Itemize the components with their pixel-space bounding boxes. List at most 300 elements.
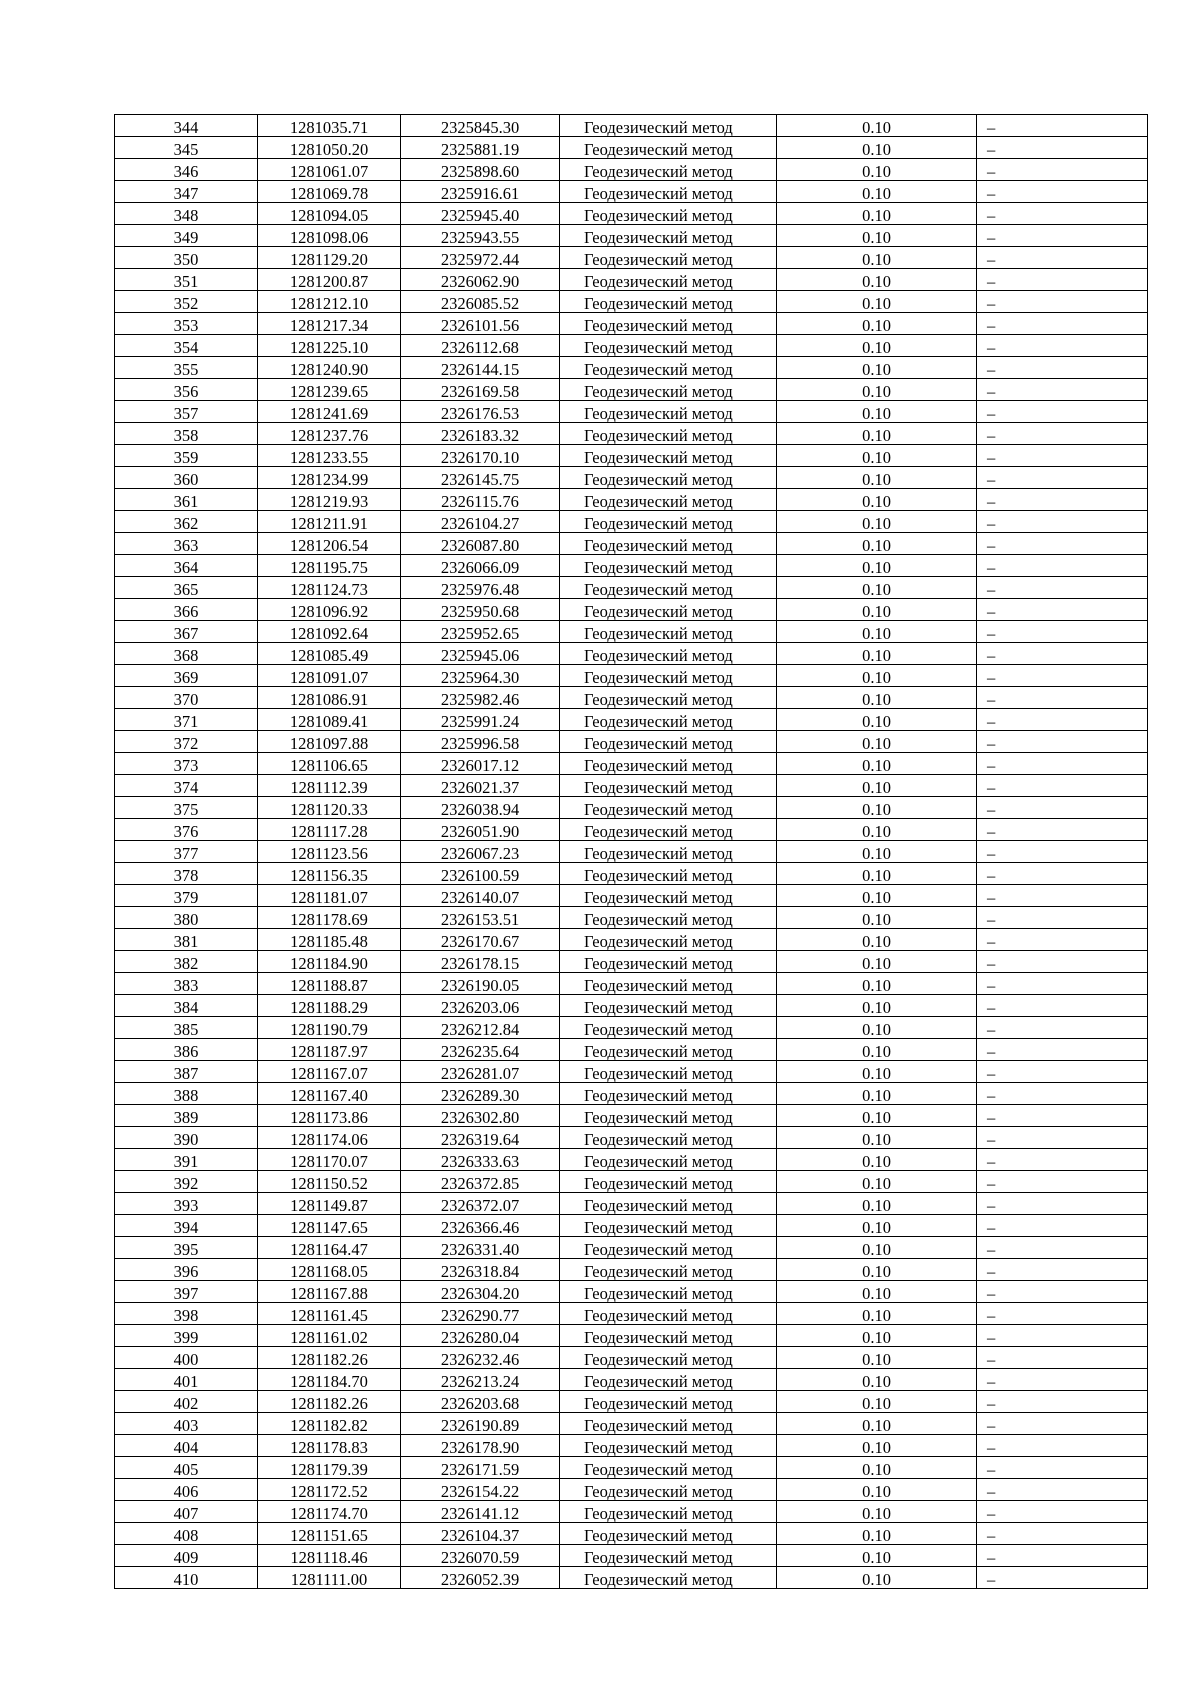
x-coordinate-cell: 1281098.06 [258, 225, 401, 247]
y-coordinate-cell: 2326372.85 [401, 1171, 560, 1193]
point-number-cell: 391 [115, 1149, 258, 1171]
table-row [115, 731, 1148, 753]
point-number-cell: 372 [115, 731, 258, 753]
table-row [115, 1391, 1148, 1413]
accuracy-cell: 0.10 [777, 1237, 977, 1259]
method-cell: Геодезический метод [560, 115, 777, 137]
y-coordinate-cell: 2325950.68 [401, 599, 560, 621]
x-coordinate-cell: 1281167.40 [258, 1083, 401, 1105]
y-coordinate-cell: 2326176.53 [401, 401, 560, 423]
method-cell: Геодезический метод [560, 1523, 777, 1545]
table-row [115, 665, 1148, 687]
y-coordinate-cell: 2326052.39 [401, 1567, 560, 1589]
table-row [115, 1193, 1148, 1215]
note-cell: – [977, 489, 1148, 511]
note-cell: – [977, 1083, 1148, 1105]
point-number-cell: 401 [115, 1369, 258, 1391]
method-cell: Геодезический метод [560, 357, 777, 379]
x-coordinate-cell: 1281069.78 [258, 181, 401, 203]
point-number-cell: 352 [115, 291, 258, 313]
x-coordinate-cell: 1281161.45 [258, 1303, 401, 1325]
note-cell: – [977, 885, 1148, 907]
y-coordinate-cell: 2325972.44 [401, 247, 560, 269]
point-number-cell: 392 [115, 1171, 258, 1193]
note-cell: – [977, 247, 1148, 269]
accuracy-cell: 0.10 [777, 511, 977, 533]
note-cell: – [977, 555, 1148, 577]
x-coordinate-cell: 1281172.52 [258, 1479, 401, 1501]
table-row [115, 599, 1148, 621]
x-coordinate-cell: 1281206.54 [258, 533, 401, 555]
note-cell: – [977, 1193, 1148, 1215]
point-number-cell: 409 [115, 1545, 258, 1567]
point-number-cell: 381 [115, 929, 258, 951]
coordinates-table [114, 114, 1148, 1589]
table-row [115, 1259, 1148, 1281]
x-coordinate-cell: 1281211.91 [258, 511, 401, 533]
accuracy-cell: 0.10 [777, 1369, 977, 1391]
note-cell: – [977, 357, 1148, 379]
note-cell: – [977, 863, 1148, 885]
y-coordinate-cell: 2325943.55 [401, 225, 560, 247]
y-coordinate-cell: 2326170.10 [401, 445, 560, 467]
note-cell: – [977, 379, 1148, 401]
table-row [115, 797, 1148, 819]
table-row [115, 489, 1148, 511]
accuracy-cell: 0.10 [777, 973, 977, 995]
note-cell: – [977, 445, 1148, 467]
y-coordinate-cell: 2326104.37 [401, 1523, 560, 1545]
accuracy-cell: 0.10 [777, 643, 977, 665]
point-number-cell: 394 [115, 1215, 258, 1237]
y-coordinate-cell: 2326145.75 [401, 467, 560, 489]
accuracy-cell: 0.10 [777, 445, 977, 467]
note-cell: – [977, 1237, 1148, 1259]
accuracy-cell: 0.10 [777, 1435, 977, 1457]
note-cell: – [977, 1149, 1148, 1171]
accuracy-cell: 0.10 [777, 115, 977, 137]
x-coordinate-cell: 1281188.29 [258, 995, 401, 1017]
table-row [115, 1303, 1148, 1325]
x-coordinate-cell: 1281112.39 [258, 775, 401, 797]
note-cell: – [977, 995, 1148, 1017]
method-cell: Геодезический метод [560, 203, 777, 225]
note-cell: – [977, 467, 1148, 489]
y-coordinate-cell: 2325976.48 [401, 577, 560, 599]
method-cell: Геодезический метод [560, 489, 777, 511]
x-coordinate-cell: 1281085.49 [258, 643, 401, 665]
method-cell: Геодезический метод [560, 1545, 777, 1567]
method-cell: Геодезический метод [560, 709, 777, 731]
table-row [115, 1479, 1148, 1501]
x-coordinate-cell: 1281096.92 [258, 599, 401, 621]
method-cell: Геодезический метод [560, 1281, 777, 1303]
accuracy-cell: 0.10 [777, 1105, 977, 1127]
table-row [115, 1501, 1148, 1523]
table-row [115, 1105, 1148, 1127]
accuracy-cell: 0.10 [777, 181, 977, 203]
note-cell: – [977, 181, 1148, 203]
method-cell: Геодезический метод [560, 379, 777, 401]
y-coordinate-cell: 2326333.63 [401, 1149, 560, 1171]
accuracy-cell: 0.10 [777, 555, 977, 577]
table-row [115, 1171, 1148, 1193]
method-cell: Геодезический метод [560, 1479, 777, 1501]
point-number-cell: 377 [115, 841, 258, 863]
table-row [115, 951, 1148, 973]
x-coordinate-cell: 1281094.05 [258, 203, 401, 225]
table-row [115, 555, 1148, 577]
y-coordinate-cell: 2326066.09 [401, 555, 560, 577]
method-cell: Геодезический метод [560, 159, 777, 181]
method-cell: Геодезический метод [560, 995, 777, 1017]
accuracy-cell: 0.10 [777, 577, 977, 599]
table-row [115, 159, 1148, 181]
x-coordinate-cell: 1281174.70 [258, 1501, 401, 1523]
table-row [115, 467, 1148, 489]
table-row [115, 973, 1148, 995]
accuracy-cell: 0.10 [777, 1171, 977, 1193]
note-cell: – [977, 621, 1148, 643]
x-coordinate-cell: 1281234.99 [258, 467, 401, 489]
method-cell: Геодезический метод [560, 885, 777, 907]
note-cell: – [977, 1413, 1148, 1435]
note-cell: – [977, 643, 1148, 665]
note-cell: – [977, 159, 1148, 181]
y-coordinate-cell: 2326144.15 [401, 357, 560, 379]
accuracy-cell: 0.10 [777, 841, 977, 863]
method-cell: Геодезический метод [560, 1259, 777, 1281]
note-cell: – [977, 1545, 1148, 1567]
y-coordinate-cell: 2326190.05 [401, 973, 560, 995]
accuracy-cell: 0.10 [777, 621, 977, 643]
accuracy-cell: 0.10 [777, 379, 977, 401]
point-number-cell: 347 [115, 181, 258, 203]
method-cell: Геодезический метод [560, 907, 777, 929]
note-cell: – [977, 1369, 1148, 1391]
accuracy-cell: 0.10 [777, 291, 977, 313]
method-cell: Геодезический метод [560, 291, 777, 313]
accuracy-cell: 0.10 [777, 599, 977, 621]
note-cell: – [977, 665, 1148, 687]
point-number-cell: 408 [115, 1523, 258, 1545]
y-coordinate-cell: 2326087.80 [401, 533, 560, 555]
note-cell: – [977, 907, 1148, 929]
table-row [115, 181, 1148, 203]
method-cell: Геодезический метод [560, 1061, 777, 1083]
point-number-cell: 407 [115, 1501, 258, 1523]
point-number-cell: 360 [115, 467, 258, 489]
point-number-cell: 390 [115, 1127, 258, 1149]
x-coordinate-cell: 1281237.76 [258, 423, 401, 445]
table-row [115, 1215, 1148, 1237]
accuracy-cell: 0.10 [777, 357, 977, 379]
method-cell: Геодезический метод [560, 731, 777, 753]
note-cell: – [977, 401, 1148, 423]
table-row [115, 269, 1148, 291]
method-cell: Геодезический метод [560, 951, 777, 973]
point-number-cell: 362 [115, 511, 258, 533]
accuracy-cell: 0.10 [777, 203, 977, 225]
note-cell: – [977, 335, 1148, 357]
accuracy-cell: 0.10 [777, 687, 977, 709]
y-coordinate-cell: 2326038.94 [401, 797, 560, 819]
y-coordinate-cell: 2325881.19 [401, 137, 560, 159]
table-row [115, 1545, 1148, 1567]
accuracy-cell: 0.10 [777, 269, 977, 291]
method-cell: Геодезический метод [560, 137, 777, 159]
table-row [115, 401, 1148, 423]
table-row [115, 1325, 1148, 1347]
point-number-cell: 351 [115, 269, 258, 291]
point-number-cell: 397 [115, 1281, 258, 1303]
point-number-cell: 371 [115, 709, 258, 731]
method-cell: Геодезический метод [560, 533, 777, 555]
note-cell: – [977, 797, 1148, 819]
accuracy-cell: 0.10 [777, 951, 977, 973]
x-coordinate-cell: 1281086.91 [258, 687, 401, 709]
point-number-cell: 345 [115, 137, 258, 159]
method-cell: Геодезический метод [560, 1325, 777, 1347]
x-coordinate-cell: 1281149.87 [258, 1193, 401, 1215]
method-cell: Геодезический метод [560, 643, 777, 665]
x-coordinate-cell: 1281181.07 [258, 885, 401, 907]
point-number-cell: 393 [115, 1193, 258, 1215]
y-coordinate-cell: 2326141.12 [401, 1501, 560, 1523]
y-coordinate-cell: 2326366.46 [401, 1215, 560, 1237]
x-coordinate-cell: 1281178.83 [258, 1435, 401, 1457]
point-number-cell: 359 [115, 445, 258, 467]
x-coordinate-cell: 1281239.65 [258, 379, 401, 401]
y-coordinate-cell: 2326017.12 [401, 753, 560, 775]
y-coordinate-cell: 2326085.52 [401, 291, 560, 313]
accuracy-cell: 0.10 [777, 313, 977, 335]
y-coordinate-cell: 2326302.80 [401, 1105, 560, 1127]
note-cell: – [977, 841, 1148, 863]
point-number-cell: 354 [115, 335, 258, 357]
method-cell: Геодезический метод [560, 775, 777, 797]
note-cell: – [977, 511, 1148, 533]
note-cell: – [977, 1457, 1148, 1479]
table-row [115, 1369, 1148, 1391]
method-cell: Геодезический метод [560, 335, 777, 357]
y-coordinate-cell: 2326190.89 [401, 1413, 560, 1435]
point-number-cell: 346 [115, 159, 258, 181]
method-cell: Геодезический метод [560, 973, 777, 995]
table-row [115, 137, 1148, 159]
accuracy-cell: 0.10 [777, 1127, 977, 1149]
point-number-cell: 350 [115, 247, 258, 269]
note-cell: – [977, 1347, 1148, 1369]
y-coordinate-cell: 2326169.58 [401, 379, 560, 401]
y-coordinate-cell: 2326067.23 [401, 841, 560, 863]
accuracy-cell: 0.10 [777, 1567, 977, 1589]
y-coordinate-cell: 2326154.22 [401, 1479, 560, 1501]
method-cell: Геодезический метод [560, 1105, 777, 1127]
method-cell: Геодезический метод [560, 1017, 777, 1039]
point-number-cell: 370 [115, 687, 258, 709]
accuracy-cell: 0.10 [777, 1545, 977, 1567]
x-coordinate-cell: 1281167.07 [258, 1061, 401, 1083]
y-coordinate-cell: 2326281.07 [401, 1061, 560, 1083]
note-cell: – [977, 1127, 1148, 1149]
note-cell: – [977, 423, 1148, 445]
accuracy-cell: 0.10 [777, 929, 977, 951]
x-coordinate-cell: 1281170.07 [258, 1149, 401, 1171]
y-coordinate-cell: 2325916.61 [401, 181, 560, 203]
accuracy-cell: 0.10 [777, 159, 977, 181]
x-coordinate-cell: 1281187.97 [258, 1039, 401, 1061]
accuracy-cell: 0.10 [777, 731, 977, 753]
method-cell: Геодезический метод [560, 269, 777, 291]
x-coordinate-cell: 1281156.35 [258, 863, 401, 885]
accuracy-cell: 0.10 [777, 1193, 977, 1215]
accuracy-cell: 0.10 [777, 1259, 977, 1281]
point-number-cell: 395 [115, 1237, 258, 1259]
x-coordinate-cell: 1281182.82 [258, 1413, 401, 1435]
method-cell: Геодезический метод [560, 555, 777, 577]
x-coordinate-cell: 1281217.34 [258, 313, 401, 335]
note-cell: – [977, 1039, 1148, 1061]
point-number-cell: 355 [115, 357, 258, 379]
accuracy-cell: 0.10 [777, 247, 977, 269]
note-cell: – [977, 1303, 1148, 1325]
accuracy-cell: 0.10 [777, 1215, 977, 1237]
accuracy-cell: 0.10 [777, 423, 977, 445]
accuracy-cell: 0.10 [777, 1149, 977, 1171]
x-coordinate-cell: 1281035.71 [258, 115, 401, 137]
y-coordinate-cell: 2326280.04 [401, 1325, 560, 1347]
table-row [115, 907, 1148, 929]
point-number-cell: 344 [115, 115, 258, 137]
table-row [115, 357, 1148, 379]
y-coordinate-cell: 2326318.84 [401, 1259, 560, 1281]
table-row [115, 1237, 1148, 1259]
method-cell: Геодезический метод [560, 1215, 777, 1237]
note-cell: – [977, 1391, 1148, 1413]
note-cell: – [977, 1105, 1148, 1127]
note-cell: – [977, 951, 1148, 973]
y-coordinate-cell: 2326290.77 [401, 1303, 560, 1325]
point-number-cell: 385 [115, 1017, 258, 1039]
note-cell: – [977, 137, 1148, 159]
table-row [115, 1413, 1148, 1435]
y-coordinate-cell: 2326178.15 [401, 951, 560, 973]
x-coordinate-cell: 1281111.00 [258, 1567, 401, 1589]
y-coordinate-cell: 2326062.90 [401, 269, 560, 291]
accuracy-cell: 0.10 [777, 1039, 977, 1061]
point-number-cell: 365 [115, 577, 258, 599]
method-cell: Геодезический метод [560, 863, 777, 885]
y-coordinate-cell: 2325982.46 [401, 687, 560, 709]
note-cell: – [977, 1215, 1148, 1237]
y-coordinate-cell: 2326170.67 [401, 929, 560, 951]
note-cell: – [977, 269, 1148, 291]
x-coordinate-cell: 1281240.90 [258, 357, 401, 379]
method-cell: Геодезический метод [560, 819, 777, 841]
point-number-cell: 405 [115, 1457, 258, 1479]
table-row [115, 445, 1148, 467]
table-row [115, 841, 1148, 863]
method-cell: Геодезический метод [560, 753, 777, 775]
accuracy-cell: 0.10 [777, 1391, 977, 1413]
accuracy-cell: 0.10 [777, 225, 977, 247]
point-number-cell: 380 [115, 907, 258, 929]
x-coordinate-cell: 1281120.33 [258, 797, 401, 819]
table-row [115, 423, 1148, 445]
x-coordinate-cell: 1281129.20 [258, 247, 401, 269]
y-coordinate-cell: 2326203.68 [401, 1391, 560, 1413]
method-cell: Геодезический метод [560, 445, 777, 467]
accuracy-cell: 0.10 [777, 797, 977, 819]
note-cell: – [977, 1281, 1148, 1303]
table-row [115, 313, 1148, 335]
table-row [115, 885, 1148, 907]
accuracy-cell: 0.10 [777, 907, 977, 929]
table-row [115, 1083, 1148, 1105]
y-coordinate-cell: 2326115.76 [401, 489, 560, 511]
note-cell: – [977, 1435, 1148, 1457]
table-row [115, 1061, 1148, 1083]
table-row [115, 1149, 1148, 1171]
table-row [115, 291, 1148, 313]
method-cell: Геодезический метод [560, 621, 777, 643]
table-row [115, 379, 1148, 401]
point-number-cell: 398 [115, 1303, 258, 1325]
x-coordinate-cell: 1281184.90 [258, 951, 401, 973]
x-coordinate-cell: 1281178.69 [258, 907, 401, 929]
accuracy-cell: 0.10 [777, 1017, 977, 1039]
x-coordinate-cell: 1281219.93 [258, 489, 401, 511]
accuracy-cell: 0.10 [777, 885, 977, 907]
table-row [115, 863, 1148, 885]
method-cell: Геодезический метод [560, 1193, 777, 1215]
y-coordinate-cell: 2325845.30 [401, 115, 560, 137]
method-cell: Геодезический метод [560, 1237, 777, 1259]
method-cell: Геодезический метод [560, 687, 777, 709]
table-row [115, 1127, 1148, 1149]
note-cell: – [977, 533, 1148, 555]
point-number-cell: 387 [115, 1061, 258, 1083]
point-number-cell: 383 [115, 973, 258, 995]
method-cell: Геодезический метод [560, 929, 777, 951]
x-coordinate-cell: 1281184.70 [258, 1369, 401, 1391]
y-coordinate-cell: 2325898.60 [401, 159, 560, 181]
note-cell: – [977, 1567, 1148, 1589]
x-coordinate-cell: 1281173.86 [258, 1105, 401, 1127]
y-coordinate-cell: 2326178.90 [401, 1435, 560, 1457]
accuracy-cell: 0.10 [777, 1083, 977, 1105]
point-number-cell: 396 [115, 1259, 258, 1281]
x-coordinate-cell: 1281061.07 [258, 159, 401, 181]
method-cell: Геодезический метод [560, 1435, 777, 1457]
x-coordinate-cell: 1281182.26 [258, 1347, 401, 1369]
y-coordinate-cell: 2325996.58 [401, 731, 560, 753]
y-coordinate-cell: 2326304.20 [401, 1281, 560, 1303]
accuracy-cell: 0.10 [777, 1479, 977, 1501]
y-coordinate-cell: 2326104.27 [401, 511, 560, 533]
accuracy-cell: 0.10 [777, 1413, 977, 1435]
x-coordinate-cell: 1281168.05 [258, 1259, 401, 1281]
note-cell: – [977, 973, 1148, 995]
accuracy-cell: 0.10 [777, 775, 977, 797]
accuracy-cell: 0.10 [777, 137, 977, 159]
accuracy-cell: 0.10 [777, 753, 977, 775]
point-number-cell: 410 [115, 1567, 258, 1589]
y-coordinate-cell: 2326140.07 [401, 885, 560, 907]
note-cell: – [977, 709, 1148, 731]
note-cell: – [977, 753, 1148, 775]
